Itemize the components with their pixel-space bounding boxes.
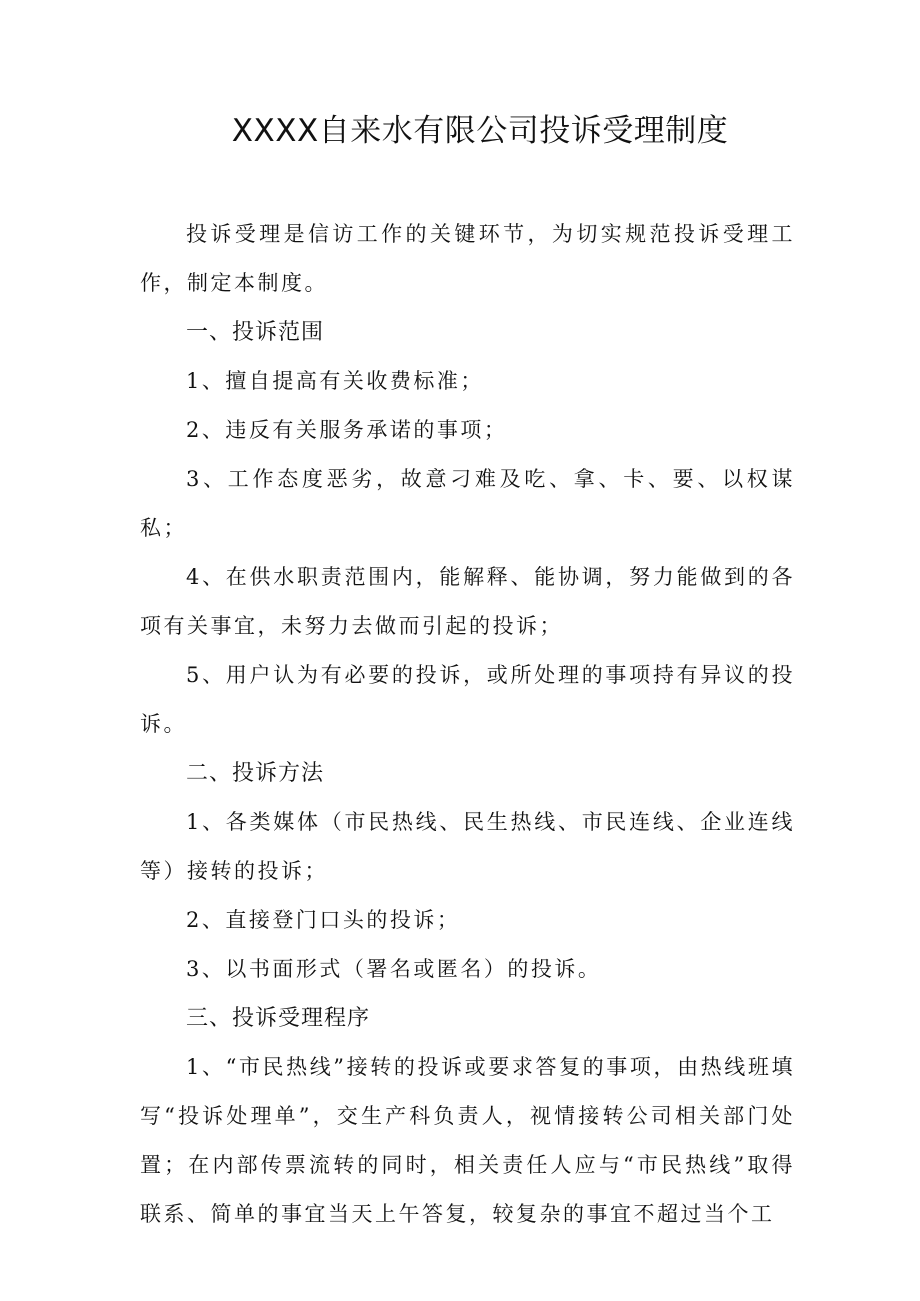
scope-item-1: 1、擅自提高有关收费标准；	[186, 369, 484, 393]
document-title: XXXX自来水有限公司投诉受理制度	[231, 113, 729, 149]
section-heading-methods: 二、投诉方法	[186, 761, 325, 786]
scope-item-2: 2、违反有关服务承诺的事项；	[186, 418, 508, 442]
procedure-item-1: 1、“市民热线”接转的投诉或要求答复的事项，由热线班填写“投诉处理单”，交生产科负责人，视情接转公司相关部门处置；在内部传票流转的同时，相关责任人应与“市民热线”取得联系、简单的事宜当天上午答复，较复杂的事宜不超过当个工	[140, 1055, 795, 1226]
scope-item-5: 5、用户认为有必要的投诉，或所处理的事项持有异议的投诉。	[140, 663, 795, 736]
scope-item-3: 3、工作态度恶劣，故意刁难及吃、拿、卡、要、以权谋私；	[140, 467, 795, 540]
method-item-3: 3、以书面形式（署名或匿名）的投诉。	[186, 957, 602, 981]
section-heading-scope: 一、投诉范围	[186, 320, 325, 345]
scope-item-4: 4、在供水职责范围内，能解释、能协调，努力能做到的各项有关事宜，未努力去做而引起的投诉；	[140, 565, 795, 638]
method-item-2: 2、直接登门口头的投诉；	[186, 908, 461, 932]
intro-paragraph: 投诉受理是信访工作的关键环节，为切实规范投诉受理工作，制定本制度。	[140, 222, 795, 295]
section-heading-procedure: 三、投诉受理程序	[186, 1006, 371, 1031]
document-body	[140, 210, 795, 1239]
method-item-1: 1、各类媒体（市民热线、民生热线、市民连线、企业连线等）接转的投诉；	[140, 810, 795, 883]
